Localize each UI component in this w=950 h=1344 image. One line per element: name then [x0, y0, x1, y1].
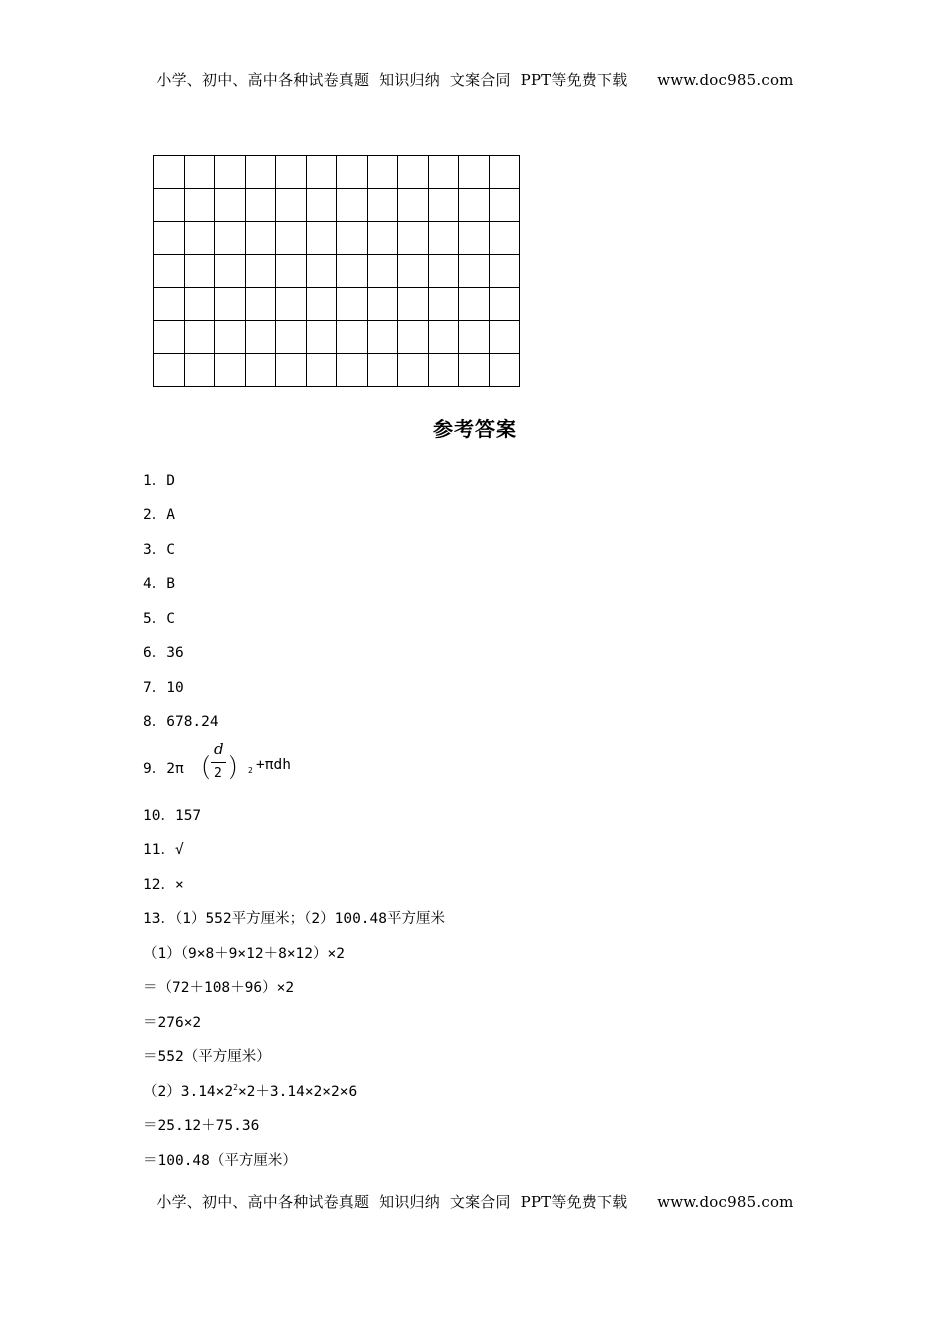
grid-cell — [428, 255, 459, 288]
grid-cell — [398, 354, 429, 387]
grid-cell — [276, 222, 307, 255]
grid-cell — [398, 255, 429, 288]
grid-cell — [489, 321, 520, 354]
grid-cell — [184, 189, 215, 222]
grid-cell — [428, 354, 459, 387]
grid-cell — [367, 321, 398, 354]
grid-cell — [215, 255, 246, 288]
answer-4: 4．B — [143, 576, 175, 592]
grid-cell — [337, 321, 368, 354]
grid-cell — [398, 189, 429, 222]
answer-2: 2．A — [143, 507, 175, 523]
answer-10: 10．157 — [143, 808, 202, 824]
solution-1-step-4: ＝552（平方厘米） — [143, 1049, 271, 1065]
grid-cell — [459, 222, 490, 255]
answers-title: 参考答案 — [433, 417, 517, 441]
grid-cell — [276, 255, 307, 288]
answer-7: 7．10 — [143, 680, 184, 696]
grid-cell — [337, 222, 368, 255]
grid-cell — [367, 222, 398, 255]
grid-cell — [337, 288, 368, 321]
grid-cell — [459, 321, 490, 354]
solution-1-step-3: ＝276×2 — [143, 1015, 202, 1031]
grid-cell — [428, 156, 459, 189]
grid-cell — [306, 321, 337, 354]
grid-cell — [154, 255, 185, 288]
grid-cell — [245, 288, 276, 321]
grid-cell — [306, 189, 337, 222]
grid-cell — [154, 222, 185, 255]
solution-1-step-2: ＝（72＋108＋96）×2 — [143, 980, 295, 996]
answer-3: 3．C — [143, 542, 175, 558]
grid-cell — [154, 354, 185, 387]
grid-cell — [398, 222, 429, 255]
blank-grid — [153, 155, 520, 387]
grid-row — [154, 321, 520, 354]
grid-cell — [306, 255, 337, 288]
grid-cell — [398, 288, 429, 321]
grid-cell — [245, 321, 276, 354]
answer-8: 8．678.24 — [143, 714, 219, 730]
grid-cell — [184, 156, 215, 189]
solution-2-part-a: （2）3.14×2 — [143, 1084, 234, 1100]
grid-cell — [489, 222, 520, 255]
grid-cell — [337, 156, 368, 189]
answer-11: 11．√ — [143, 842, 184, 858]
grid-cell — [489, 288, 520, 321]
grid-row — [154, 255, 520, 288]
grid-cell — [459, 354, 490, 387]
grid-cell — [428, 288, 459, 321]
solution-2-exponent: 2 — [233, 1083, 238, 1093]
grid-cell — [337, 255, 368, 288]
grid-cell — [337, 354, 368, 387]
solution-2-step-3: ＝100.48（平方厘米） — [143, 1153, 297, 1169]
grid-cell — [215, 222, 246, 255]
grid-cell — [367, 354, 398, 387]
grid-row — [154, 354, 520, 387]
grid-cell — [276, 354, 307, 387]
grid-row — [154, 189, 520, 222]
grid-cell — [184, 222, 215, 255]
grid-cell — [245, 189, 276, 222]
grid-cell — [489, 189, 520, 222]
grid-cell — [398, 156, 429, 189]
grid-row — [154, 222, 520, 255]
grid-cell — [489, 354, 520, 387]
grid-cell — [184, 288, 215, 321]
grid-cell — [428, 222, 459, 255]
page-footer: 小学、初中、高中各种试卷真题 知识归纳 文案合同 PPT等免费下载 www.doc985.com — [156, 1193, 794, 1211]
grid-cell — [428, 321, 459, 354]
grid-cell — [306, 354, 337, 387]
answer-1: 1．D — [143, 473, 175, 489]
grid-cell — [367, 189, 398, 222]
grid-cell — [215, 156, 246, 189]
grid-cell — [276, 156, 307, 189]
answer-13: 13．（1）552平方厘米；（2）100.48平方厘米 — [143, 911, 445, 927]
grid-cell — [276, 321, 307, 354]
grid-cell — [184, 255, 215, 288]
grid-cell — [184, 354, 215, 387]
grid-cell — [215, 321, 246, 354]
grid-cell — [276, 189, 307, 222]
grid-cell — [367, 288, 398, 321]
answer-9-fraction-bar — [211, 762, 226, 763]
answer-9-prefix: 9．2π — [143, 761, 184, 777]
grid-cell — [154, 288, 185, 321]
grid-cell — [459, 288, 490, 321]
solution-2-step-2: ＝25.12＋75.36 — [143, 1118, 260, 1134]
answer-9-numerator: d — [214, 740, 224, 758]
grid-cell — [337, 189, 368, 222]
grid-cell — [459, 189, 490, 222]
grid-cell — [245, 222, 276, 255]
grid-cell — [245, 255, 276, 288]
grid-cell — [428, 189, 459, 222]
solution-2-part-b: ×2＋3.14×2×2×6 — [237, 1084, 358, 1100]
grid-cell — [215, 354, 246, 387]
answer-9-paren-open: （ — [191, 754, 211, 784]
answer-9-denominator: 2 — [214, 766, 222, 781]
answer-12: 12．× — [143, 877, 184, 893]
grid-cell — [306, 156, 337, 189]
grid-cell — [489, 156, 520, 189]
grid-cell — [306, 222, 337, 255]
grid-cell — [245, 354, 276, 387]
grid-cell — [306, 288, 337, 321]
grid-cell — [398, 321, 429, 354]
grid-cell — [215, 288, 246, 321]
grid-cell — [154, 321, 185, 354]
answer-9-suffix: +πdh — [256, 757, 291, 773]
grid-cell — [154, 156, 185, 189]
grid-row — [154, 156, 520, 189]
answer-9-paren-close: ） — [228, 754, 248, 784]
grid-cell — [276, 288, 307, 321]
grid-cell — [489, 255, 520, 288]
grid-cell — [215, 189, 246, 222]
grid-cell — [367, 156, 398, 189]
answer-5: 5．C — [143, 611, 175, 627]
grid-cell — [367, 255, 398, 288]
grid-cell — [245, 156, 276, 189]
grid-cell — [459, 156, 490, 189]
answer-6: 6．36 — [143, 645, 184, 661]
answer-9-exponent: 2 — [248, 766, 253, 775]
grid-cell — [184, 321, 215, 354]
grid-row — [154, 288, 520, 321]
grid-cell — [154, 189, 185, 222]
grid-cell — [459, 255, 490, 288]
solution-2-step-1 — [143, 1080, 357, 1101]
page-header: 小学、初中、高中各种试卷真题 知识归纳 文案合同 PPT等免费下载 www.doc985.com — [156, 71, 794, 89]
solution-1-step-1: （1）（9×8＋9×12＋8×12）×2 — [143, 946, 345, 962]
